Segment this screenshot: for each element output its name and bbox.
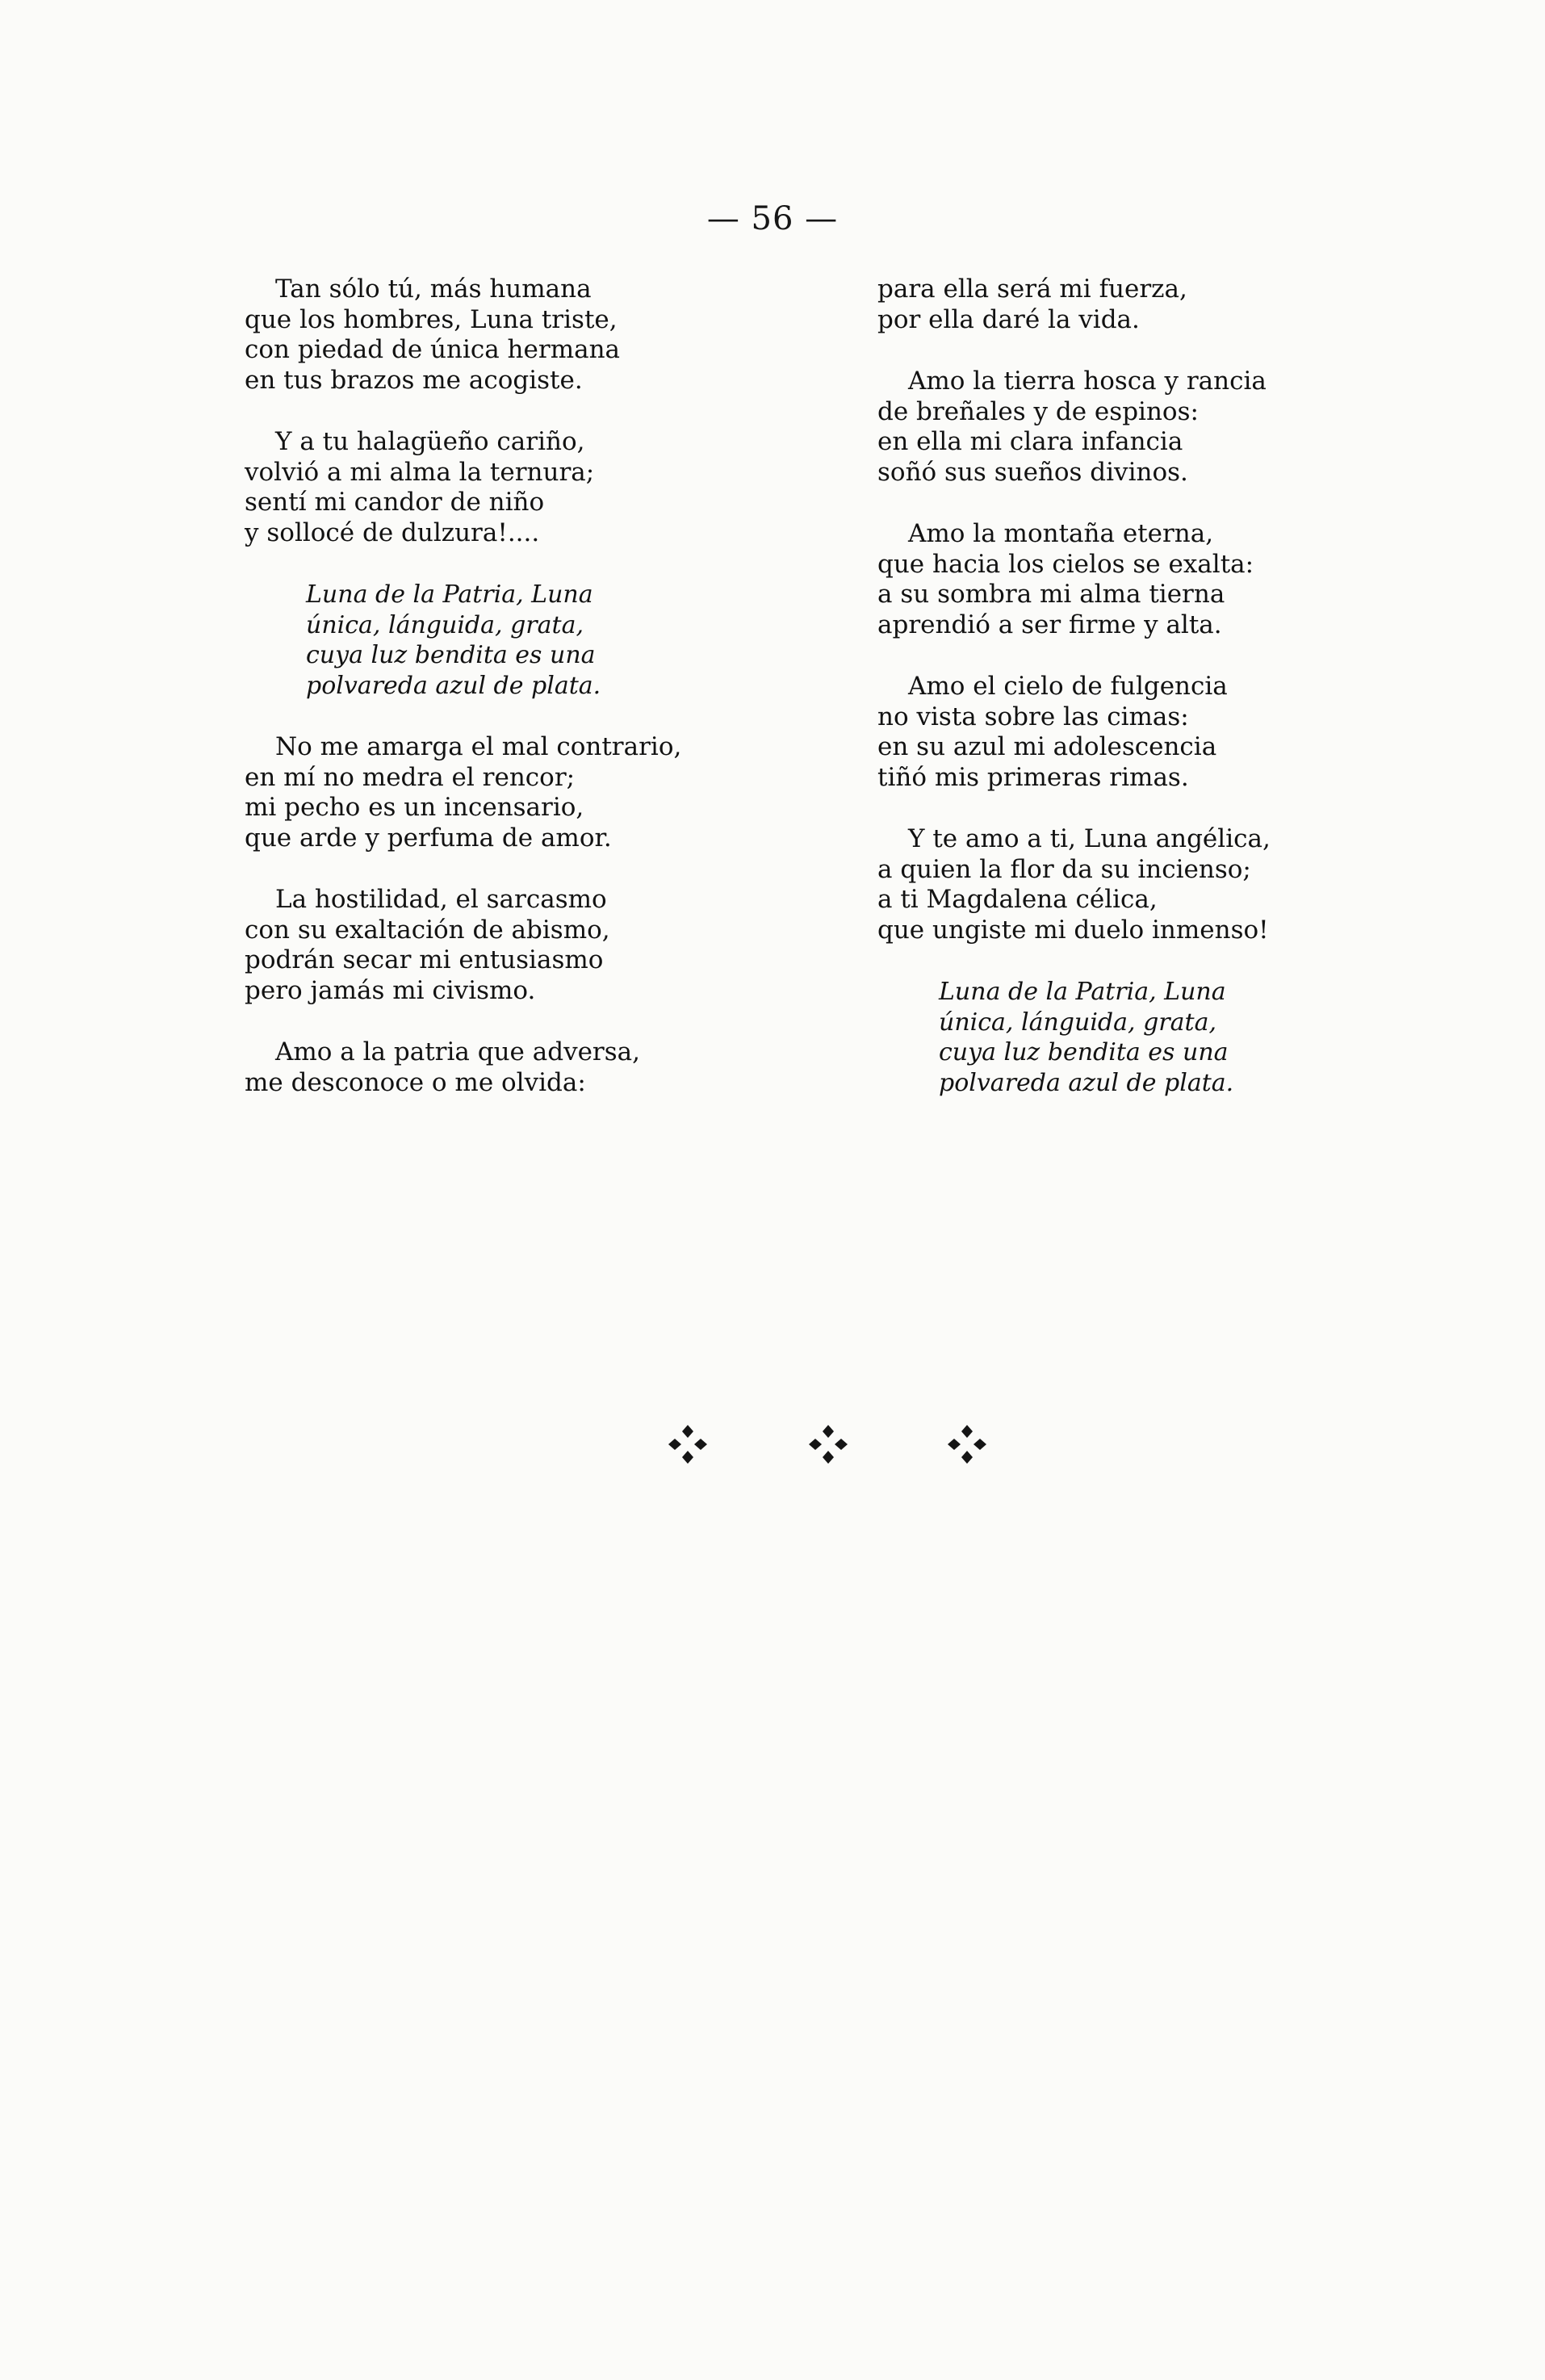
refrain-line: cuya luz bendita es una [306, 641, 596, 669]
verse-line: en ella mi clara infancia [877, 427, 1183, 456]
verse-line: soñó sus sueños divinos. [877, 457, 1188, 487]
verse-line: Amo la tierra hosca y rancia [908, 367, 1267, 396]
refrain-line: única, lánguida, grata, [939, 1008, 1216, 1037]
verse-line: Y a tu halagüeño cariño, [275, 427, 585, 456]
verse-line: a su sombra mi alma tierna [877, 580, 1225, 609]
verse-line: que ungiste mi duelo inmenso! [877, 915, 1269, 945]
verse-line: No me amarga el mal contrario, [275, 732, 682, 761]
verse-line: con su exaltación de abismo, [245, 915, 610, 945]
verse-line: mi pecho es un incensario, [245, 793, 584, 822]
verse-line: Y te amo a ti, Luna angélica, [908, 824, 1271, 853]
refrain-line: Luna de la Patria, Luna [939, 978, 1226, 1006]
refrain-line: polvareda azul de plata. [939, 1068, 1234, 1097]
verse-line: en tus brazos me acogiste. [245, 365, 583, 395]
stanza [245, 885, 745, 1006]
right-column [877, 274, 1378, 1129]
verse-line: que hacia los cielos se exalta: [877, 549, 1254, 579]
verse-line: y sollocé de dulzura!.... [245, 517, 540, 547]
verse-line: no vista sobre las cimas: [877, 702, 1189, 731]
verse-line: de breñales y de espinos: [877, 396, 1199, 426]
stanza [245, 274, 745, 396]
verse-line: Tan sólo tú, más humana [275, 274, 592, 304]
page-number: — 56 — [706, 200, 839, 237]
verse-line: que los hombres, Luna triste, [245, 304, 618, 334]
verse-line: podrán secar mi entusiasmo [245, 945, 604, 974]
verse-line: La hostilidad, el sarcasmo [275, 885, 607, 914]
verse-line: que arde y perfuma de amor. [245, 823, 612, 853]
verse-line: tiñó mis primeras rimas. [877, 762, 1189, 792]
stanza [245, 1037, 745, 1098]
verse-line: pero jamás mi civismo. [245, 975, 536, 1005]
verse-line: me desconoce o me olvida: [245, 1067, 586, 1097]
four-diamond-ornament-icon [946, 1423, 988, 1465]
verse-line: Amo el cielo de fulgencia [908, 672, 1228, 701]
stanza [245, 732, 745, 853]
left-column [245, 274, 745, 1129]
refrain-stanza [877, 977, 1378, 1098]
stanza [877, 672, 1378, 793]
refrain-line: Luna de la Patria, Luna [306, 580, 593, 609]
refrain-line: cuya luz bendita es una [939, 1038, 1229, 1066]
refrain-line: polvareda azul de plata. [306, 671, 601, 700]
four-diamond-ornament-icon [807, 1423, 849, 1465]
refrain-stanza [245, 580, 745, 701]
verse-line: aprendió a ser firme y alta. [877, 610, 1222, 639]
verse-line: en su azul mi adolescencia [877, 732, 1217, 761]
verse-line: Amo a la patria que adversa, [275, 1037, 640, 1066]
ornament-row [0, 1423, 1545, 1472]
stanza [877, 824, 1378, 945]
verse-line: por ella daré la vida. [877, 304, 1140, 334]
verse-line: para ella será mi fuerza, [877, 274, 1187, 304]
stanza [877, 274, 1378, 335]
refrain-line: única, lánguida, grata, [306, 610, 584, 639]
verse-line: en mí no medra el rencor; [245, 762, 576, 792]
verse-line: a quien la flor da su incienso; [877, 854, 1251, 884]
stanza [877, 367, 1378, 488]
verse-line: Amo la montaña eterna, [908, 519, 1214, 548]
stanza [877, 519, 1378, 640]
stanza [245, 427, 745, 548]
verse-line: con piedad de única hermana [245, 335, 621, 364]
verse-line: a ti Magdalena célica, [877, 885, 1158, 914]
verse-line: sentí mi candor de niño [245, 488, 545, 517]
four-diamond-ornament-icon [667, 1423, 709, 1465]
verse-line: volvió a mi alma la ternura; [245, 457, 595, 487]
